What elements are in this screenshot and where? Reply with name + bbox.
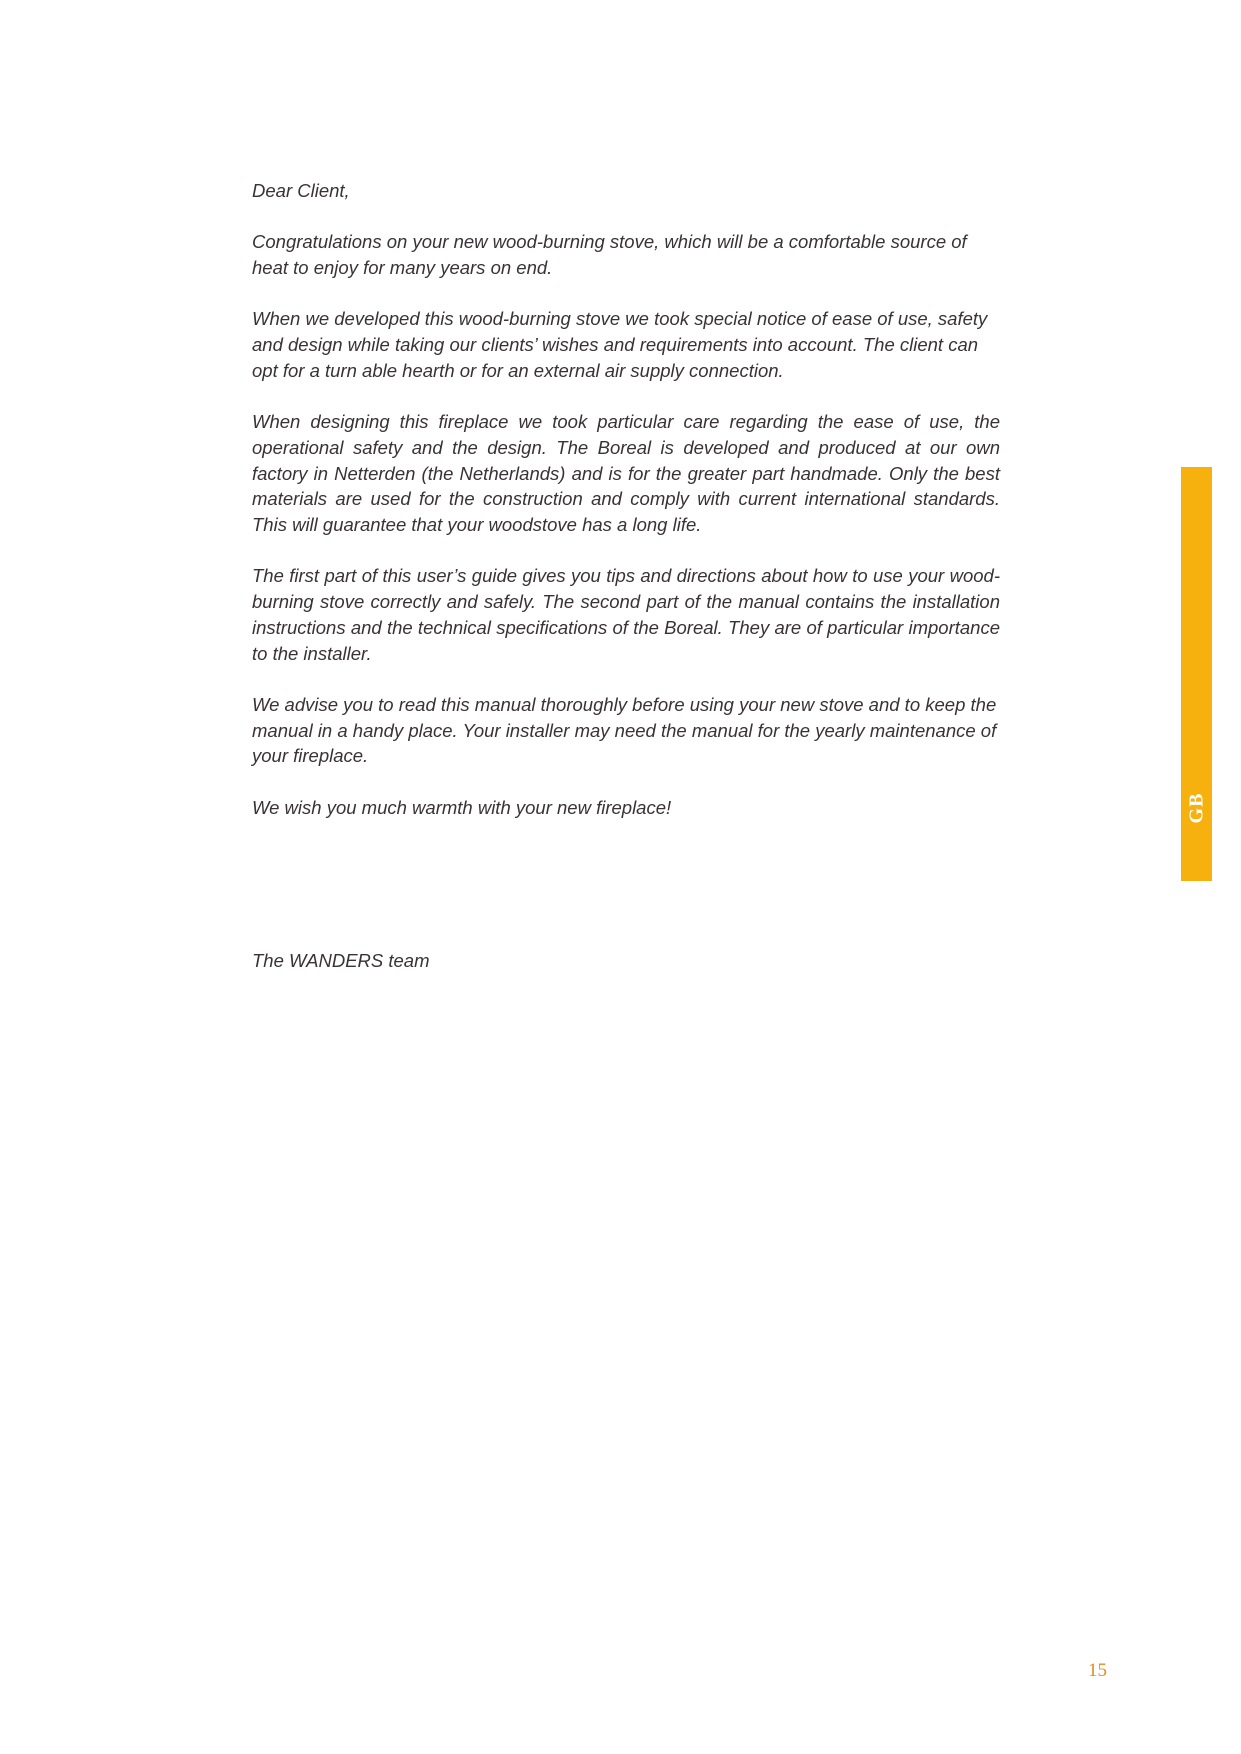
letter-paragraph: The first part of this user’s guide gives you tips and directions about how to use your wood-burning stove correctly and safely. The second part of the manual contains the installation instructions and the technical specifications of the Boreal. They are of particular importance to the installer. xyxy=(252,565,1000,664)
language-tab xyxy=(1181,467,1212,881)
letter-closing: We wish you much warmth with your new fireplace! xyxy=(252,796,672,818)
letter-paragraph: When designing this fireplace we took particular care regarding the ease of use, the operational safety and the design. The Boreal is developed and produced at our own factory in Netterden (the Netherlands) and is for the greater part handmade. Only the best materials are used for the construction and comply with current international standards. This will guarantee that your woodstove has a long life. xyxy=(252,411,1000,536)
welcome-letter xyxy=(252,178,1000,974)
letter-signature: The WANDERS team xyxy=(252,950,430,972)
letter-paragraph: When we developed this wood-burning stove we took special notice of ease of use, safety and design while taking our clients’ wishes and requirements into account. The client can opt for a turn able hearth or for an external air supply connection. xyxy=(252,308,988,381)
letter-paragraph: We advise you to read this manual thoroughly before using your new stove and to keep the manual in a handy place. Your installer may need the manual for the yearly maintenance of your fireplace. xyxy=(252,693,997,767)
letter-paragraph: Congratulations on your new wood-burning stove, which will be a comfortable source of heat to enjoy for many years on end. xyxy=(252,231,967,279)
letter-salutation: Dear Client, xyxy=(252,180,350,201)
page-number: 15 xyxy=(1088,1660,1107,1681)
language-tab-label: GB xyxy=(1185,792,1207,824)
